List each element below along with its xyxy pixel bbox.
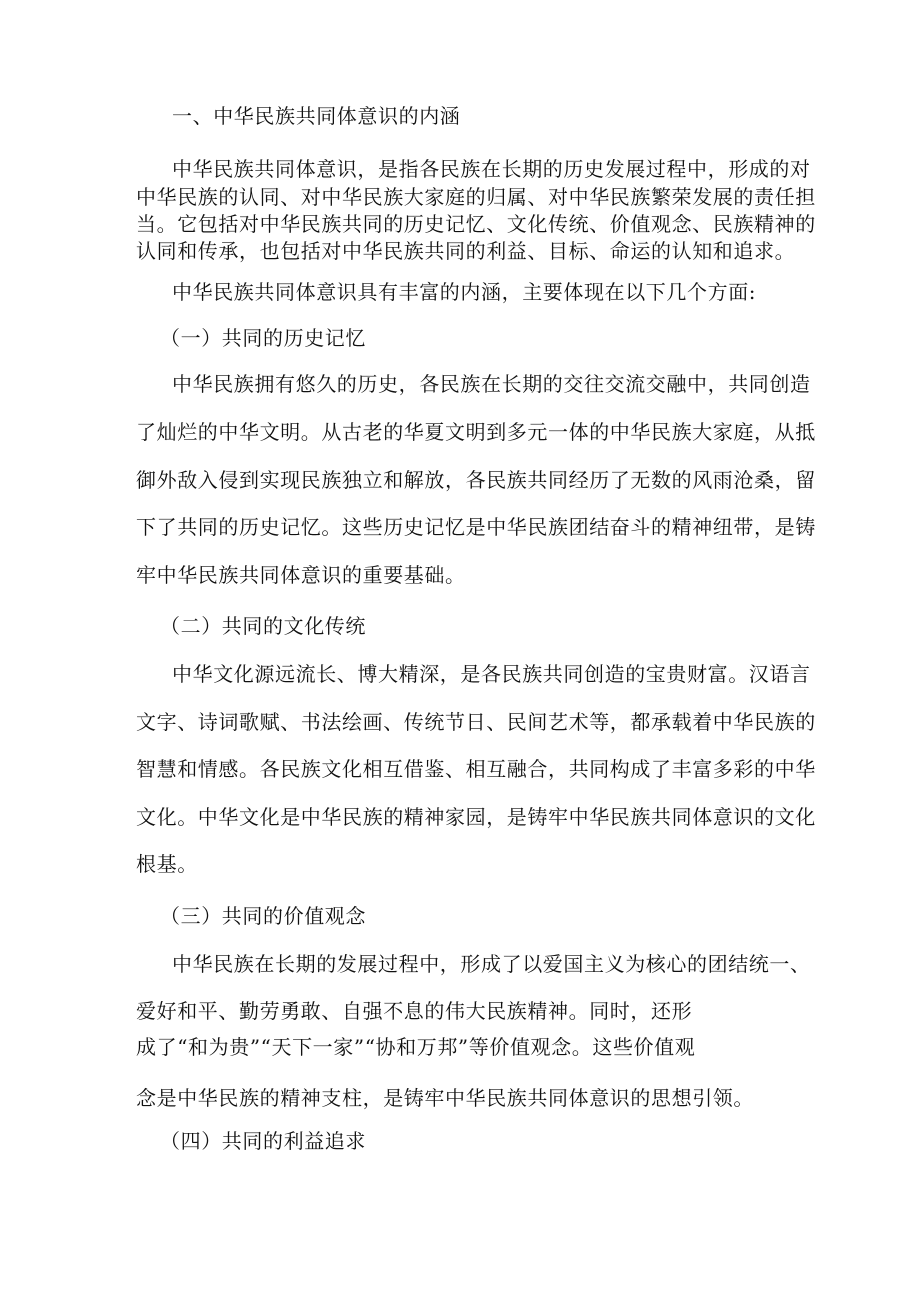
paragraph-line: 认同和传承，也包括对中华民族共同的利益、目标、命运的认知和追求。 bbox=[136, 239, 796, 263]
paragraph-line: 文化。中华文化是中华民族的精神家园，是铸牢中华民族共同体意识的文化 bbox=[136, 805, 816, 829]
paragraph-line: 中华民族共同体意识具有丰富的内涵，主要体现在以下几个方面: bbox=[172, 280, 757, 304]
paragraph-line: 当。它包括对中华民族共同的历史记忆、文化传统、价值观念、民族精神的 bbox=[136, 212, 816, 236]
paragraph-line: 中华民族共同体意识，是指各民族在长期的历史发展过程中，形成的对 bbox=[172, 157, 811, 181]
paragraph-line: 爱好和平、勤劳勇敢、自强不息的伟大民族精神。同时，还形 bbox=[136, 999, 693, 1023]
paragraph-line: 中华民族在长期的发展过程中，形成了以爱国主义为核心的团结统一、 bbox=[172, 952, 811, 976]
subsection-heading: （二）共同的文化传统 bbox=[160, 614, 366, 638]
subsection-heading: （四）共同的利益追求 bbox=[160, 1129, 366, 1153]
paragraph-line: 了灿烂的中华文明。从古老的华夏文明到多元一体的中华民族大家庭，从抵 bbox=[136, 420, 816, 444]
paragraph-line: 中华民族拥有悠久的历史，各民族在长期的交往交流交融中，共同创造 bbox=[172, 372, 811, 396]
paragraph-line: 下了共同的历史记忆。这些历史记忆是中华民族团结奋斗的精神纽带，是铸 bbox=[136, 515, 816, 539]
paragraph-line: 根基。 bbox=[136, 852, 198, 876]
paragraph-line: 牢中华民族共同体意识的重要基础。 bbox=[136, 563, 466, 587]
paragraph-line: 文字、诗词歌赋、书法绘画、传统节日、民间艺术等，都承载着中华民族的 bbox=[136, 710, 816, 734]
section-heading: 一、中华民族共同体意识的内涵 bbox=[172, 104, 461, 128]
subsection-heading: （一）共同的历史记忆 bbox=[160, 326, 366, 350]
paragraph-line: 中华民族的认同、对中华民族大家庭的归属、对中华民族繁荣发展的责任担 bbox=[136, 185, 816, 209]
subsection-heading: （三）共同的价值观念 bbox=[160, 904, 366, 928]
paragraph-line: 智慧和情感。各民族文化相互借鉴、相互融合，共同构成了丰富多彩的中华 bbox=[136, 757, 816, 781]
paragraph-line: 中华文化源远流长、博大精深，是各民族共同创造的宝贵财富。汉语言 bbox=[172, 662, 811, 686]
paragraph-line: 念是中华民族的精神支柱，是铸牢中华民族共同体意识的思想引领。 bbox=[136, 1086, 754, 1110]
paragraph-line: 成了“和为贵”“天下一家”“协和万邦”等价值观念。这些价值观 bbox=[136, 1035, 696, 1059]
paragraph-line: 御外敌入侵到实现民族独立和解放，各民族共同经历了无数的风雨沧桑，留 bbox=[136, 468, 816, 492]
